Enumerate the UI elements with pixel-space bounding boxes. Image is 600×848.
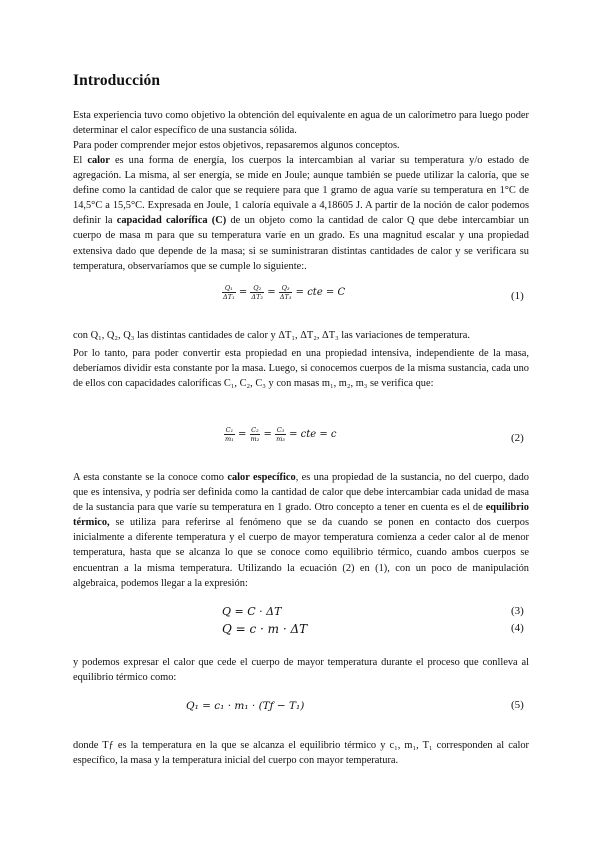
fraction: $\frac{\text{C₂}}{\text{m₂}}$ <box>250 426 260 443</box>
paragraph-specific-heat-derivation: Por lo tanto, para poder convertir esta propiedad en una propiedad intensiva, independiente de la masa, deberíamos dividir esta constante por la masa. Luego, si conocemos cuerpos de la misma sustancia, cada uno de ellos con capacidades caloríficas C₁, C₂, C₃ y con masas m₁, m₂, m₃ se verifica que: <box>73 348 529 390</box>
fraction: $\frac{\text{Q₃}}{\text{ΔT₃}}$ <box>279 284 292 301</box>
term-calor: calor <box>87 155 110 166</box>
paragraph-specific-heat-equilibrium: A esta constante se la conoce como calor específico, es una propiedad de la sustancia, no del cuerpo, dado que es intensiva, y podría ser definida como la cantidad de calor que debe intercambiar cada unidad de masa de la sustancia para que varíe su temperatura en 1 grado. Otro concepto a tener en cuenta es el de equilibrio térmico, se utiliza para referirse al fenómeno que se da cuando se ponen en contacto dos cuerpos inicialmente a diferente temperatura y el cuerpo de mayor temperatura comienza a ceder calor al de menor temperatura, hasta que se alcanza lo que se conoce como equilibrio térmico, cuando ambos cuerpos se encuentran a la misma temperatura. Utilizando la ecuación (2) en (1), con un poco de manipulación algebraica, podemos llegar a la expresión: <box>73 472 530 589</box>
equation-number-3: (3) <box>511 605 524 617</box>
equation-number-5: (5) <box>511 699 524 711</box>
fraction: $\frac{\text{Q₂}}{\text{ΔT₂}}$ <box>251 284 264 301</box>
fraction: $\frac{\text{C₁}}{\text{m₁}}$ <box>225 426 234 443</box>
term-calor-especifico: calor específico <box>227 472 296 483</box>
paragraph-variables: con Q₁, Q₂, Q₃ las distintas cantidades de calor y ΔT₁, ΔT₂, ΔT₃ las variaciones de temperatura. <box>73 330 470 341</box>
term-capacidad-calorifica: capacidad calorífica (C) <box>116 215 227 227</box>
term-equilibrio-termico: equilibrio térmico, <box>73 502 529 529</box>
equation-2: $\frac{\text{C₁}}{\text{m₁}}$ = $\frac{\text{C₂}}{\text{m₂}}$ = $\frac{\text{C₃}}{\text{m₃}}$ = cte = c <box>225 426 337 443</box>
paragraph-objective: Esta experiencia tuvo como objetivo la obtención del equivalente en agua de un calorímetro para luego poder determinar el calor específico de una sustancia sólida. <box>73 110 529 137</box>
section-title: Introducción <box>73 72 161 89</box>
fraction: $\frac{\text{C₃}}{\text{m₃}}$ <box>276 426 285 443</box>
paragraph-variable-definitions: donde Tƒ es la temperatura en la que se alcanza el equilibrio térmico y c₁, m₁, T₁ corresponden al calor específico, la masa y la temperatura inicial del cuerpo con mayor temperatura. <box>73 740 529 767</box>
equation-4: Q = c · m · ΔT <box>222 622 308 636</box>
paragraph-heat-released: y podemos expresar el calor que cede el cuerpo de mayor temperatura durante el proceso que conlleva al equilibrio térmico como: <box>73 657 529 684</box>
equation-1: $\frac{\text{Q₁}}{\text{ΔT₁}}$ = $\frac{\text{Q₂}}{\text{ΔT₂}}$ = $\frac{\text{Q₃}}{\text{ΔT₃}}$ = cte = C <box>223 284 346 301</box>
paragraph-heat-definition: El calor es una forma de energía, los cuerpos la intercambian al variar su temperatura y/o estado de agregación. La misma, al ser energía, se mide en Joule; aunque también se puede utilizar la caloría, que se define como la cantidad de calor que se requiere para que 1 gramo de agua varíe su temperatura en 1°C de 14,5°C a 15,5°C. Expresada en Joule, 1 caloría equivale a 4,18605 J. A partir de la noción de calor podemos definir la capacidad calorífica (C) de un objeto como la cantidad de calor Q que debe intercambiar un cuerpo de masa m para que su temperatura varíe en un grado. Es una magnitud escalar y una propiedad extensiva dado que depende de la masa; si se suministraran distintas cantidades de calor y se verificara su temperatura, observaríamos que se cumple lo siguiente:. <box>73 155 529 272</box>
paragraph-intro-concepts: Para poder comprender mejor estos objetivos, repasaremos algunos conceptos. <box>73 140 400 151</box>
equation-number-2: (2) <box>511 432 524 444</box>
equation-3: Q = C · ΔT <box>222 605 282 618</box>
fraction: $\frac{\text{Q₁}}{\text{ΔT₁}}$ <box>223 284 235 301</box>
equation-number-4: (4) <box>511 622 524 634</box>
equation-number-1: (1) <box>511 290 524 302</box>
equation-5: Q₁ = c₁ · m₁ · (Tƒ − T₁) <box>186 700 305 712</box>
